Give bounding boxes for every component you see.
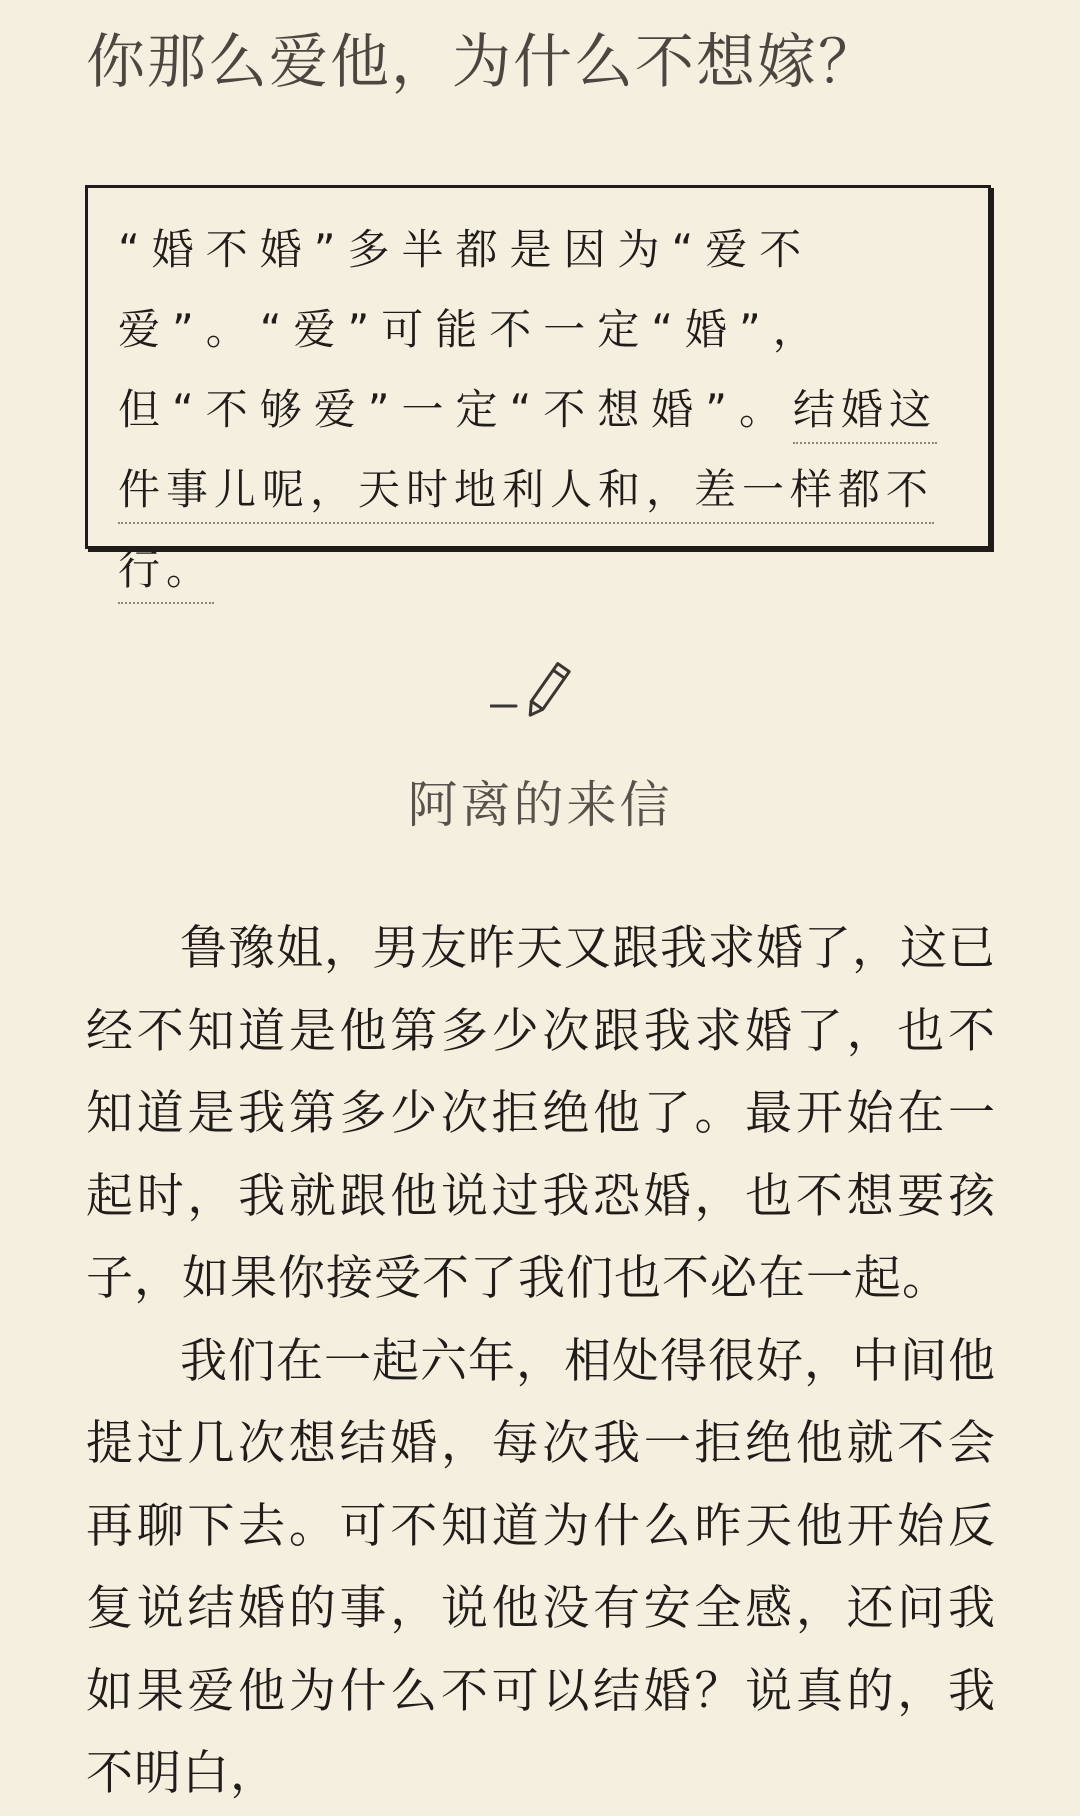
quote-main-text: “婚不婚”多半都是因为“爱不爱”。“爱”可能不一定“婚”，但“不够爱”一定“不想婚”。: [118, 225, 827, 434]
letter-paragraph: 我们在一起六年，相处得很好，中间他提过几次想结婚，每次我一拒绝他就不会再聊下去。可不知道为什么昨天他开始反复说结婚的事，说他没有安全感，还问我如果爱他为什么不可以结婚？说真的，我不明白，: [86, 1333, 996, 1801]
article-title: 你那么爱他，为什么不想嫁？: [86, 27, 880, 96]
section-title: 阿离的来信: [407, 776, 673, 834]
pencil-icon: [490, 650, 590, 720]
section-divider: [490, 650, 590, 720]
quote-text: [118, 210, 966, 610]
quote-highlight-text: 结婚这件事儿呢，天时地利人和，差一样都不行。: [118, 385, 937, 604]
quote-box: [85, 185, 991, 594]
letter-paragraph: 鲁豫姐，男友昨天又跟我求婚了，这已经不知道是他第多少次跟我求婚了，也不知道是我第多少次拒绝他了。最开始在一起时，我就跟他说过我恐婚，也不想要孩子，如果你接受不了我们也不必在一起。: [86, 921, 996, 1306]
letter-body: [86, 908, 996, 1816]
